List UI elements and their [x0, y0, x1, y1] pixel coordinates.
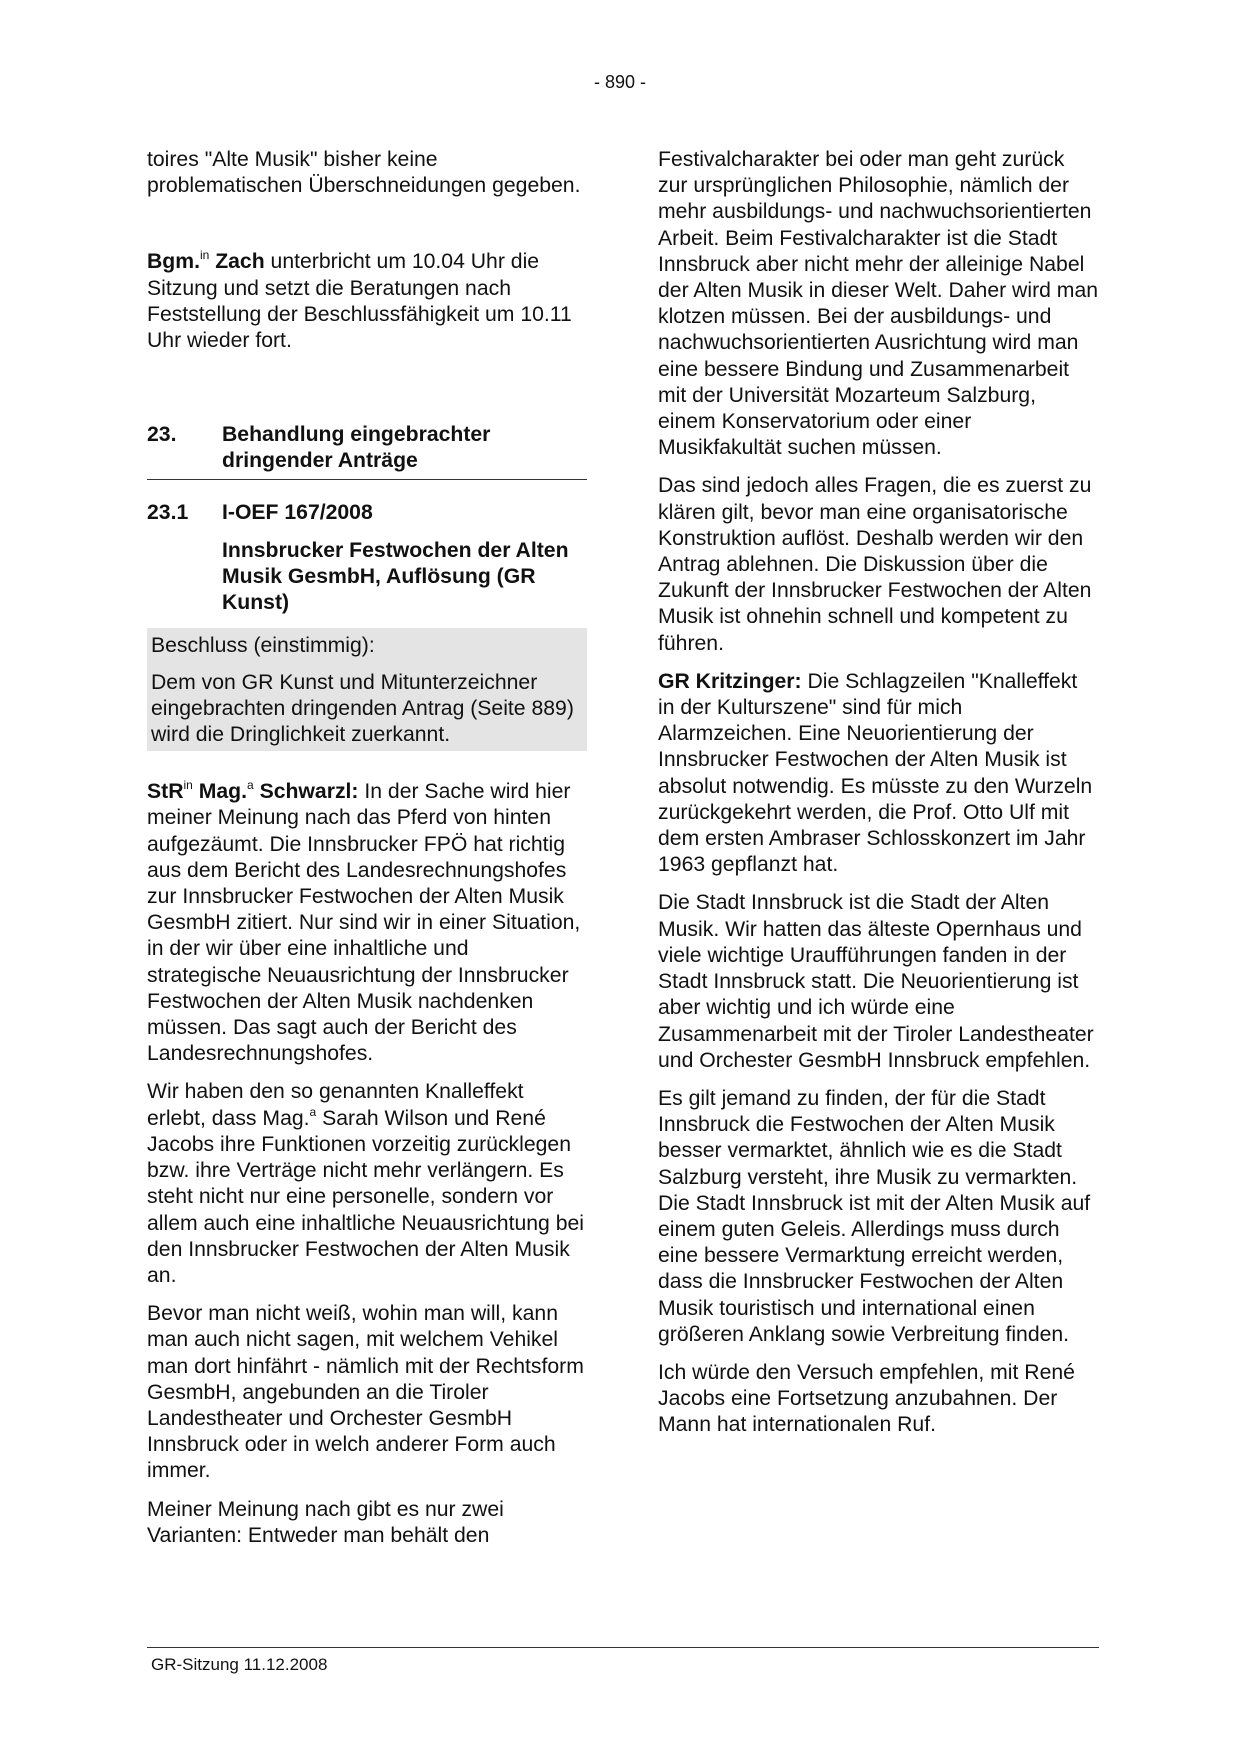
- footer-text: GR-Sitzung 11.12.2008: [151, 1655, 328, 1674]
- speaker-str: StR: [147, 780, 184, 804]
- speaker-mag: Mag.: [192, 780, 247, 804]
- page-number: - 890 -: [593, 72, 647, 92]
- kritzinger-text: Die Schlagzeilen "Knalleffekt in der Kulturszene" sind für mich Alarmzeichen. Eine Neuorientierung der Innsbrucker Festwochen der Alten Musik ist absolut notwendig. Es müsste zu den Wurzeln zurückgekehrt werden, die Prof. Otto Ulf mit dem ersten Ambraser Schlosskonzert im Jahr 1963 gepflanzt hat.: [658, 669, 1093, 877]
- schwarzl-text: In der Sache wird hier meiner Meinung nach das Pferd von hinten aufgezäumt. Die Innsbrucker FPÖ hat richtig aus dem Bericht des Landesrechnungshofes zur Innsbrucker Festwochen der Alten Musik GesmbH zitiert. Nur sind wir in einer Situation, in der wir über eine inhaltliche und strategische Neuausrichtung der Innsbrucker Festwochen der Alten Musik nachdenken müssen. Das sagt auch der Bericht des Landesrechnungshofes.: [147, 780, 581, 1066]
- resolution-box: [147, 628, 587, 751]
- paragraph-knalleffekt: [147, 1079, 587, 1289]
- section-title: Behandlung eingebrachter dringender Anträge: [222, 423, 491, 473]
- paragraph-interruption: [147, 249, 587, 354]
- interruption-text: unterbricht um 10.04 Uhr die Sitzung und setzt die Beratungen nach Feststellung der Beschlussfähigkeit um 10.11 Uhr wieder fort.: [147, 250, 572, 353]
- speaker-schwarzl: Schwarzl:: [253, 780, 359, 804]
- paragraph-stadt-alten-musik: Die Stadt Innsbruck ist die Stadt der Alten Musik. Wir hatten das älteste Opernhaus und viele wichtige Uraufführungen fanden in der Stadt Innsbruck statt. Die Neuorientierung ist aber wichtig und ich würde eine Zusammenarbeit mit der Tiroler Landestheater und Orchester GesmbH Innsbruck empfehlen.: [658, 891, 1094, 1072]
- section-number: 23.: [147, 423, 177, 447]
- footer-divider: [147, 1647, 1099, 1648]
- subsection-number: 23.1: [147, 500, 189, 524]
- paragraph-fragen: Das sind jedoch alles Fragen, die es zuerst zu klären gilt, bevor man eine organisatorische Konstruktion auflöst. Deshalb werden wir den Antrag ablehnen. Die Diskussion über die Zukunft der Innsbrucker Festwochen der Alten Musik ist ohnehin schnell und kompetent zu führen.: [658, 474, 1092, 655]
- subsection-title: Innsbrucker Festwochen der Alten Musik GesmbH, Auflösung (GR Kunst): [222, 538, 569, 615]
- speaker-name: Zach: [215, 250, 265, 274]
- resolution-text: Dem von GR Kunst und Mitunterzeichner eingebrachten dringenden Antrag (Seite 889) wird die Dringlichkeit zuerkannt.: [151, 670, 574, 747]
- paragraph-vehikel: Bevor man nicht weiß, wohin man will, kann man auch nicht sagen, mit welchem Vehikel man dort hinfährt - nämlich mit der Rechtsform GesmbH, angebunden an die Tiroler Landestheater und Orchester GesmbH Innsbruck oder in welch anderer Form auch immer.: [147, 1302, 584, 1483]
- speaker-title-sup: in: [199, 248, 210, 263]
- speaker-str-sup: in: [183, 778, 193, 793]
- paragraph-intro: toires "Alte Musik" bisher keine problematischen Überschneidungen gegeben.: [147, 148, 581, 198]
- knalleffekt-text-a: Wir haben den so genannten Knalleffekt erlebt, dass Mag.: [147, 1080, 524, 1130]
- speaker-mag-sup: a: [247, 778, 254, 793]
- paragraph-schwarzl: [147, 779, 587, 1067]
- speaker-kritzinger: GR Kritzinger:: [658, 669, 802, 693]
- speaker-title: Bgm.: [147, 250, 200, 274]
- section-heading: [147, 422, 587, 479]
- paragraph-varianten: Meiner Meinung nach gibt es nur zwei Varianten: Entweder man behält den: [147, 1497, 504, 1547]
- paragraph-jacobs: Ich würde den Versuch empfehlen, mit René Jacobs eine Fortsetzung anzubahnen. Der Mann hat internationalen Ruf.: [658, 1360, 1075, 1437]
- paragraph-festivalcharakter: Festivalcharakter bei oder man geht zurück zur ursprünglichen Philosophie, nämlich der mehr ausbildungs- und nachwuchsorientierten Arbeit. Beim Festivalcharakter ist die Stadt Innsbruck aber nicht mehr der alleinige Nabel der Alten Musik in dieser Welt. Daher wird man klotzen müssen. Bei der ausbildungs- und nachwuchsorientierten Ausrichtung wird man eine bessere Bindung und Zusammenarbeit mit der Universität Mozarteum Salzburg, einem Konservatorium oder einer Musikfakultät suchen müssen.: [658, 148, 1099, 460]
- paragraph-vermarktung: Es gilt jemand zu finden, der für die Stadt Innsbruck die Festwochen der Alten Musik besser vermarktet, ähnlich wie es die Stadt Salzburg versteht, ihre Musik zu vermarkten. Die Stadt Innsbruck ist mit der Alten Musik auf einem guten Geleis. Allerdings muss durch eine bessere Vermarktung erreicht werden, dass die Innsbrucker Festwochen der Alten Musik touristisch und international einen größeren Anklang sowie Verbreitung finden.: [658, 1086, 1091, 1346]
- left-column: [147, 147, 587, 1561]
- knalleffekt-sup: a: [309, 1104, 317, 1119]
- paragraph-kritzinger: [658, 669, 1098, 879]
- subsection-code: I-OEF 167/2008: [222, 500, 373, 524]
- knalleffekt-text-b: Sarah Wilson und René Jacobs ihre Funktionen vorzeitig zurücklegen bzw. ihre Verträge nicht mehr verlängern. Es steht nicht nur eine personelle, sondern vor allem auch eine inhaltliche Neuausrichtung bei den Innsbrucker Festwochen der Alten Musik an.: [147, 1106, 584, 1287]
- resolution-label: Beschluss (einstimmig):: [151, 634, 375, 658]
- subsection-heading: [147, 500, 587, 526]
- right-column: [658, 147, 1098, 1451]
